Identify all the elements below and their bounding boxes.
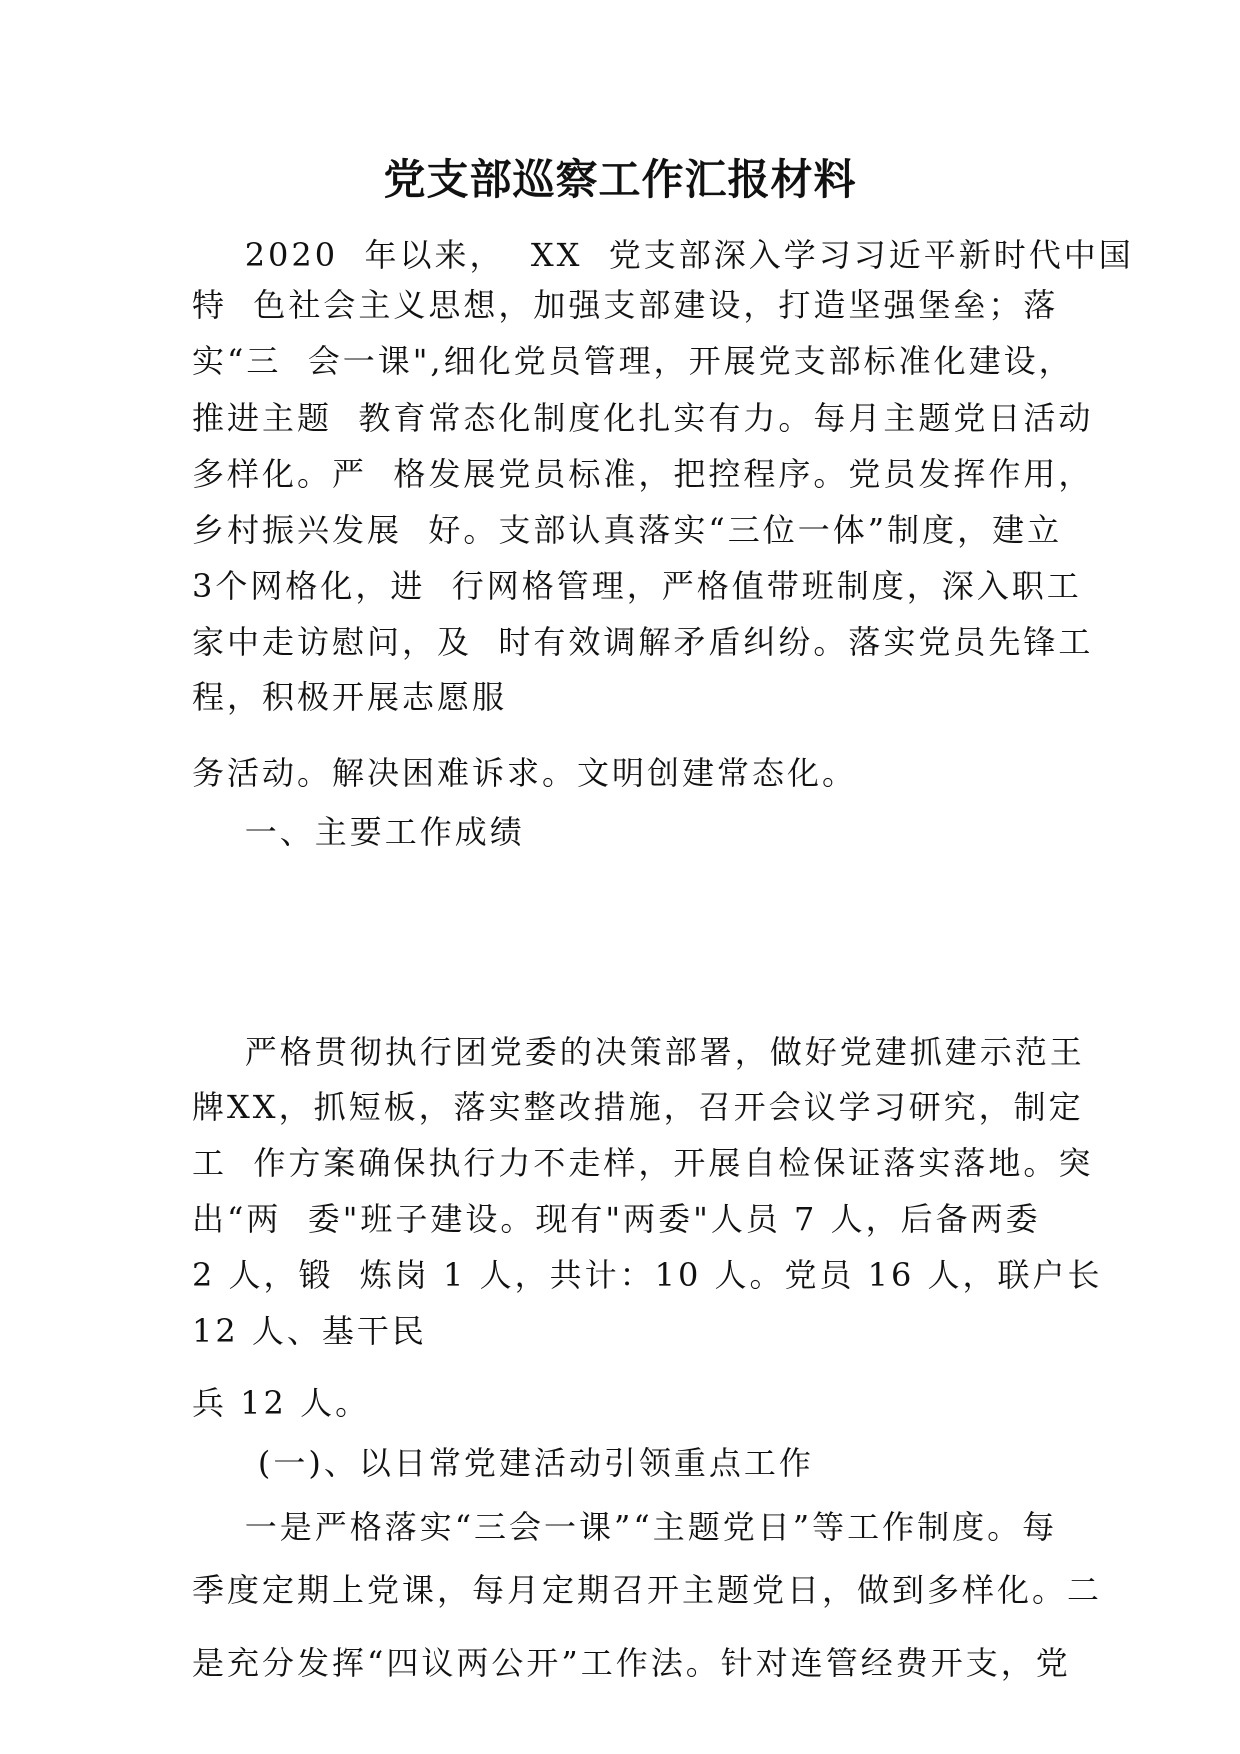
body-line: 出“两 委"班子建设。现有"两委"人员 7 人，后备两委	[192, 1200, 1041, 1238]
body-line: 推进主题 教育常态化制度化扎实有力。每月主题党日活动	[192, 399, 1094, 437]
body-line: 程，积极开展志愿服	[192, 678, 508, 716]
body-line: 家中走访慰问，及 时有效调解矛盾纠纷。落实党员先锋工	[192, 623, 1094, 661]
body-line: 3个网格化，进 行网格管理，严格值带班制度，深入职工	[192, 567, 1082, 605]
subsection-heading: (一)、以日常党建活动引领重点工作	[192, 1444, 814, 1482]
body-line: 2020 年以来， XX 党支部深入学习习近平新时代中国	[192, 236, 1134, 274]
body-line: 2 人，锻 炼岗 1 人，共计：10 人。党员 16 人，联户长	[192, 1256, 1103, 1294]
body-line: 是充分发挥“四议两公开”工作法。针对连管经费开支，党	[192, 1644, 1071, 1682]
body-line: 乡村振兴发展 好。支部认真落实“三位一体”制度，建立	[192, 511, 1063, 549]
body-line: 12 人、基干民	[192, 1312, 427, 1350]
body-line: 特 色社会主义思想，加强支部建设，打造坚强堡垒；落	[192, 286, 1059, 324]
body-line: 多样化。严 格发展党员标准，把控程序。党员发挥作用，	[192, 455, 1094, 493]
body-line: 务活动。解决困难诉求。文明创建常态化。	[192, 754, 858, 792]
body-line: 工 作方案确保执行力不走样，开展自检保证落实落地。突	[192, 1144, 1094, 1182]
body-line: 牌XX，抓短板，落实整改措施，召开会议学习研究，制定	[192, 1088, 1084, 1126]
document-title: 党支部巡察工作汇报材料	[383, 155, 857, 204]
body-line: 季度定期上党课，每月定期召开主题党日，做到多样化。二	[192, 1571, 1103, 1609]
body-line: 兵 12 人。	[192, 1384, 371, 1422]
section-heading: 一、主要工作成绩	[192, 813, 525, 851]
body-line: 严格贯彻执行团党委的决策部署，做好党建抓建示范王	[192, 1033, 1085, 1071]
body-line: 一是严格落实“三会一课”“主题党日”等工作制度。每	[192, 1508, 1058, 1546]
body-line: 实“三 会一课",细化党员管理，开展党支部标准化建设，	[192, 342, 1074, 380]
